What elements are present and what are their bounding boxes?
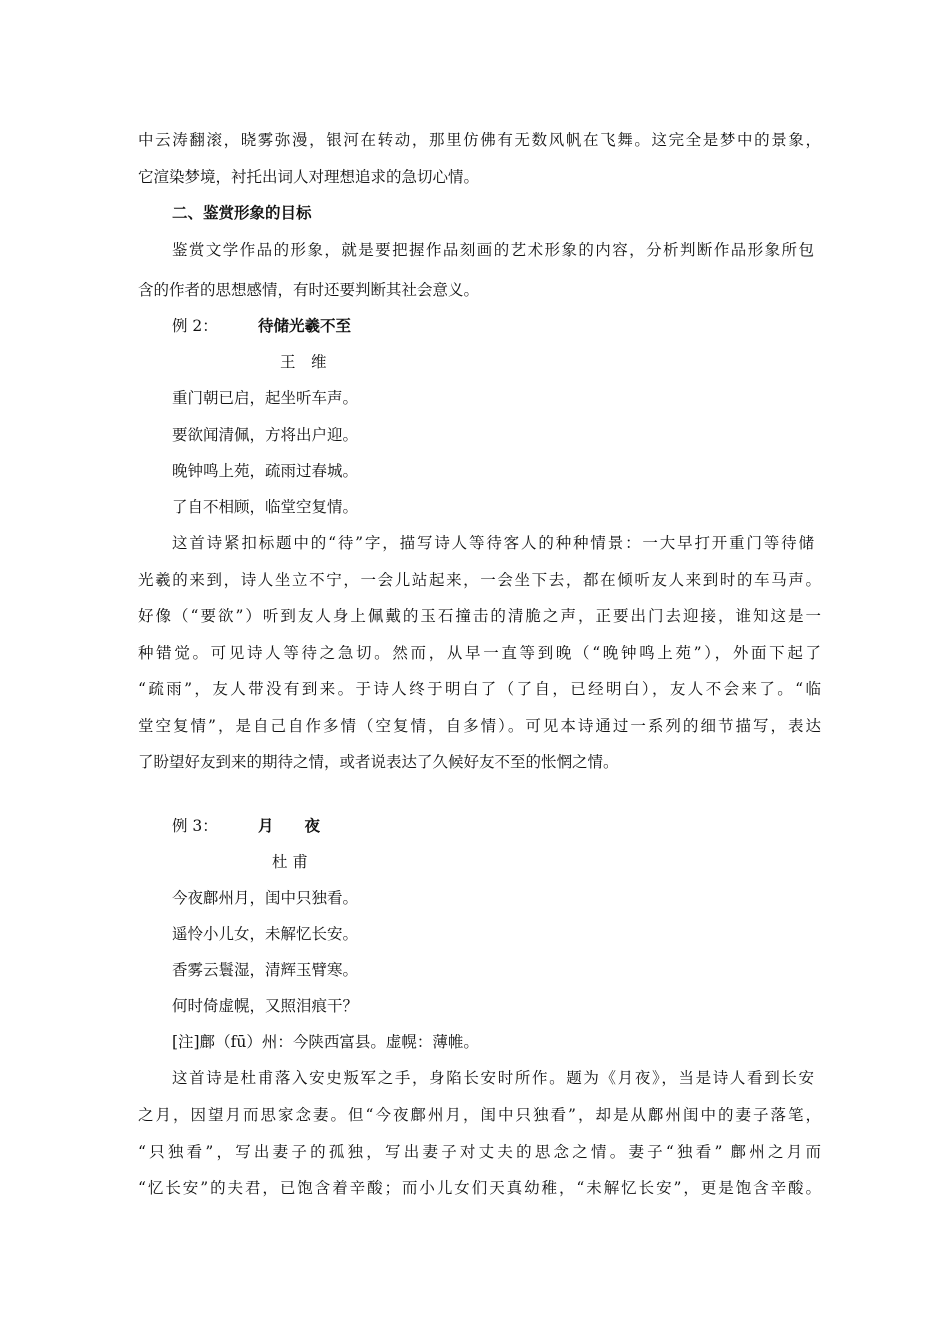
analysis-line: 之月，因望月而思家念妻。但“今夜鄜州月，闺中只独看”，却是从鄜州闺中的妻子落笔， xyxy=(138,1106,821,1124)
poem-line: 何时倚虚幌，又照泪痕干？ xyxy=(172,997,359,1015)
poem-line: 遥怜小儿女，未解忆长安。 xyxy=(172,925,359,943)
analysis-line: 种错觉。可见诗人等待之急切。然而，从早一直等到晚（“晚钟鸣上苑”），外面下起了 xyxy=(138,644,821,662)
poem-line: 了自不相顾，临堂空复情。 xyxy=(172,498,359,516)
paragraph-line: 含的作者的思想感情，有时还要判断其社会意义。 xyxy=(138,281,480,299)
poem-author: 杜 甫 xyxy=(272,853,308,871)
poem-line: 香雾云鬟湿，清辉玉臂寒。 xyxy=(172,961,359,979)
paragraph-line: 它渲染梦境，衬托出词人对理想追求的急切心情。 xyxy=(138,168,480,186)
analysis-line: 光羲的来到，诗人坐立不宁，一会儿站起来，一会坐下去，都在倾听友人来到时的车马声。 xyxy=(138,571,821,589)
poem-author: 王 维 xyxy=(280,353,327,371)
example-label: 例 2： xyxy=(172,317,218,335)
example-label: 例 3： xyxy=(172,817,218,835)
paragraph-line: 中云涛翻滚，晓雾弥漫，银河在转动，那里仿佛有无数风帆在飞舞。这完全是梦中的景象， xyxy=(138,131,821,149)
analysis-line: “只独看”，写出妻子的孤独，写出妻子对丈夫的思念之情。妻子“独看” 鄜州之月而 xyxy=(138,1143,821,1161)
analysis-line: “忆长安”的夫君，已饱含着辛酸；而小儿女们天真幼稚，“未解忆长安”，更是饱含辛酸。 xyxy=(138,1179,821,1197)
paragraph-line: 鉴赏文学作品的形象，就是要把握作品刻画的艺术形象的内容，分析判断作品形象所包 xyxy=(172,241,814,259)
analysis-line: 这首诗紧扣标题中的“待”字，描写诗人等待客人的种种情景：一大早打开重门等待储 xyxy=(172,534,814,552)
poem-line: 要欲闻清佩，方将出户迎。 xyxy=(172,426,359,444)
analysis-line: 堂空复情”，是自己自作多情（空复情，自多情）。可见本诗通过一系列的细节描写，表达 xyxy=(138,717,821,735)
poem-title: 月 夜 xyxy=(258,816,321,835)
poem-title: 待储光羲不至 xyxy=(258,316,352,335)
note-line: [注]鄜（fū）州：今陕西富县。虚幌：薄帷。 xyxy=(172,1033,479,1051)
section-heading: 二、鉴赏形象的目标 xyxy=(172,203,312,222)
analysis-line: 好像（“要欲”）听到友人身上佩戴的玉石撞击的清脆之声，正要出门去迎接，谁知这是一 xyxy=(138,607,821,625)
poem-line: 重门朝已启，起坐听车声。 xyxy=(172,389,359,407)
poem-line: 今夜鄜州月，闺中只独看。 xyxy=(172,889,359,907)
poem-line: 晚钟鸣上苑，疏雨过春城。 xyxy=(172,462,359,480)
analysis-line: 这首诗是杜甫落入安史叛军之手，身陷长安时所作。题为《月夜》，当是诗人看到长安 xyxy=(172,1069,814,1087)
analysis-line: 了盼望好友到来的期待之情，或者说表达了久候好友不至的怅惘之情。 xyxy=(138,753,619,771)
analysis-line: “疏雨”，友人带没有到来。于诗人终于明白了（了自，已经明白），友人不会来了。“临 xyxy=(138,680,821,698)
